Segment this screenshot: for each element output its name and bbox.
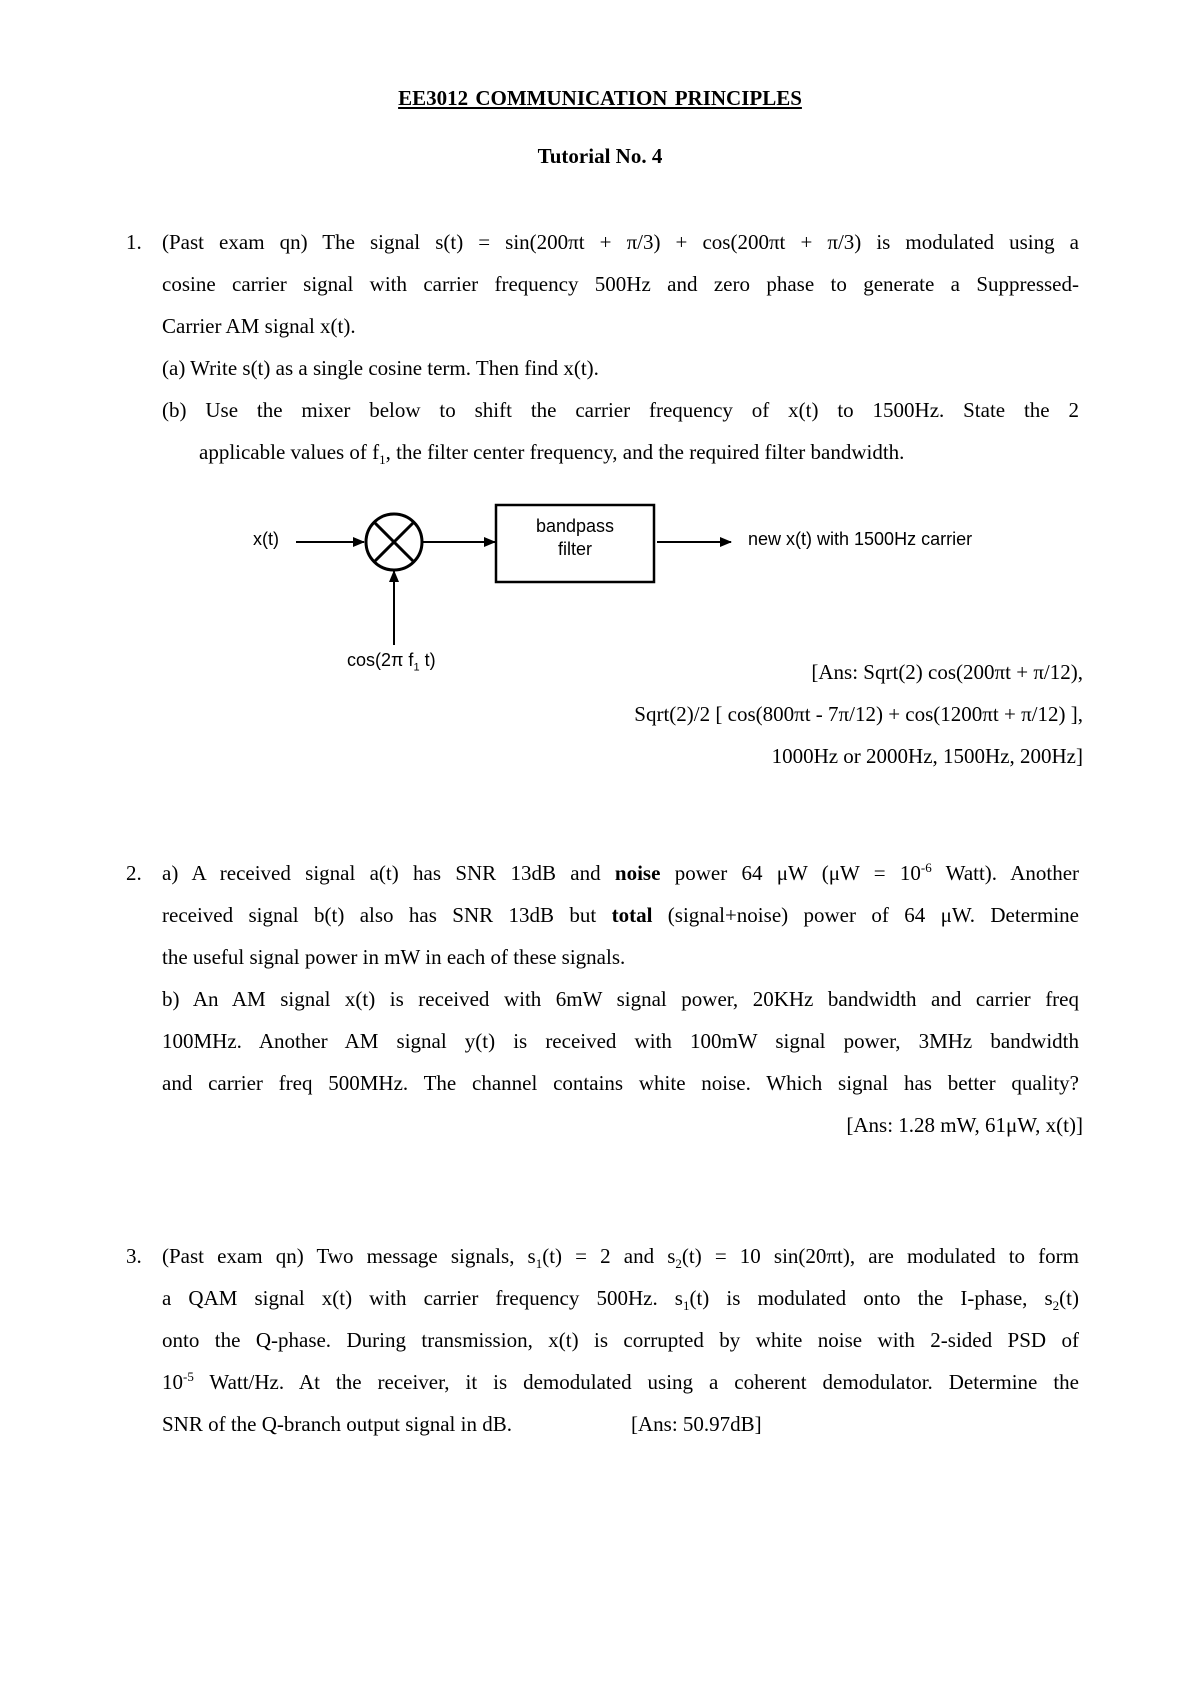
q2-line1-sup: -6 xyxy=(920,860,932,875)
page-title: EE3012 COMMUNICATION PRINCIPLES xyxy=(398,86,802,110)
q1-line1: (Past exam qn) The signal s(t) = sin(200πt + π/3) + cos(200πt + π/3) is modulated using a xyxy=(162,230,1079,254)
q1-part-b-line1: (b) Use the mixer below to shift the carrier frequency of x(t) to 1500Hz. State the 2 xyxy=(162,398,1079,422)
osc-label-sub: 1 xyxy=(413,661,420,674)
q3-line4 xyxy=(162,1369,1079,1394)
q3-answer: [Ans: 50.97dB] xyxy=(631,1412,762,1436)
q3-line1-sub1: 1 xyxy=(535,1256,543,1272)
q3-line1-a: (Past exam qn) Two message signals, s xyxy=(162,1244,536,1268)
q2-line2-pre: received signal b(t) also has SNR 13dB but xyxy=(162,903,612,927)
q1-part-b-line2-pre: applicable values of f xyxy=(199,440,380,464)
q3-line2-c: (t) xyxy=(1059,1286,1079,1310)
page-subtitle: Tutorial No. 4 xyxy=(537,144,663,168)
q1-part-a: (a) Write s(t) as a single cosine term. Then find x(t). xyxy=(162,356,599,380)
osc-label-pre: cos(2π f xyxy=(347,650,414,670)
q1-number: 1. xyxy=(126,230,142,254)
q2-line2-post: (signal+noise) power of 64 μW. Determine xyxy=(652,903,1079,927)
q2-number: 2. xyxy=(126,861,142,885)
q3-line4-sup: -5 xyxy=(183,1369,194,1384)
q2-line3: the useful signal power in mW in each of these signals. xyxy=(162,945,626,969)
q3-line2 xyxy=(162,1286,1079,1314)
q2-answer: [Ans: 1.28 mW, 61μW, x(t)] xyxy=(846,1113,1083,1137)
diagram-output-label: new x(t) with 1500Hz carrier xyxy=(748,529,973,549)
q3-line2-sub2: 2 xyxy=(1052,1298,1060,1314)
q1-answer-line3: 1000Hz or 2000Hz, 1500Hz, 200Hz] xyxy=(771,744,1083,768)
q2-line5: 100MHz. Another AM signal y(t) is received with 100mW signal power, 3MHz bandwidth xyxy=(162,1029,1079,1053)
q3-line1-c: (t) = 10 sin(20πt), are modulated to form xyxy=(681,1244,1079,1268)
q2-line1 xyxy=(162,860,1080,885)
q3-line2-sub1: 1 xyxy=(682,1298,690,1314)
q3-line1-b: (t) = 2 and s xyxy=(542,1244,676,1268)
q2-line1-pre: a) A received signal a(t) has SNR 13dB and xyxy=(162,861,615,885)
q2-line4: b) An AM signal x(t) is received with 6mW signal power, 20KHz bandwidth and carrier freq xyxy=(162,987,1079,1011)
q1-line3: Carrier AM signal x(t). xyxy=(162,314,356,338)
q3-line1 xyxy=(162,1244,1079,1272)
q3-line4-b: Watt/Hz. At the receiver, it is demodulated using a coherent demodulator. Determine the xyxy=(193,1370,1079,1394)
osc-label-post: t) xyxy=(419,650,436,670)
q1-line2: cosine carrier signal with carrier frequency 500Hz and zero phase to generate a Suppressed- xyxy=(162,272,1079,296)
q2-line1-mid: power 64 μW (μW = 10 xyxy=(660,861,921,885)
diagram-filter-label-line2: filter xyxy=(557,539,592,559)
q3-line2-b: (t) is modulated onto the I-phase, s xyxy=(689,1286,1053,1310)
q3-line3: onto the Q-phase. During transmission, x(t) is corrupted by white noise with 2-sided PSD of xyxy=(162,1328,1079,1352)
q1-answer-line2: Sqrt(2)/2 [ cos(800πt - 7π/12) + cos(1200πt + π/12) ], xyxy=(634,702,1083,726)
q3-line1-sub2: 2 xyxy=(675,1256,682,1272)
q2-line2 xyxy=(162,905,1079,926)
q2-line2-bold: total xyxy=(611,903,653,927)
q1-answer-line1: [Ans: Sqrt(2) cos(200πt + π/12), xyxy=(811,660,1083,684)
q1-part-b-line2-post: , the filter center frequency, and the required filter bandwidth. xyxy=(385,440,905,464)
q2-line6: and carrier freq 500MHz. The channel contains white noise. Which signal has better quality? xyxy=(162,1071,1079,1095)
q2-line1-bold: noise xyxy=(614,861,661,885)
q3-line5: SNR of the Q-branch output signal in dB. xyxy=(162,1412,512,1436)
q3-number: 3. xyxy=(126,1244,142,1268)
mixer-icon xyxy=(366,514,422,570)
diagram-input-label: x(t) xyxy=(253,529,279,549)
diagram-oscillator-label xyxy=(347,650,436,674)
q1-part-b-line2-sub: 1 xyxy=(379,452,386,468)
q3-line4-a: 10 xyxy=(162,1370,183,1394)
q2-line1-post: Watt). Another xyxy=(931,861,1080,885)
diagram-filter-label-line1: bandpass xyxy=(535,516,615,536)
q3-line2-a: a QAM signal x(t) with carrier frequency 500Hz. s xyxy=(162,1286,683,1310)
